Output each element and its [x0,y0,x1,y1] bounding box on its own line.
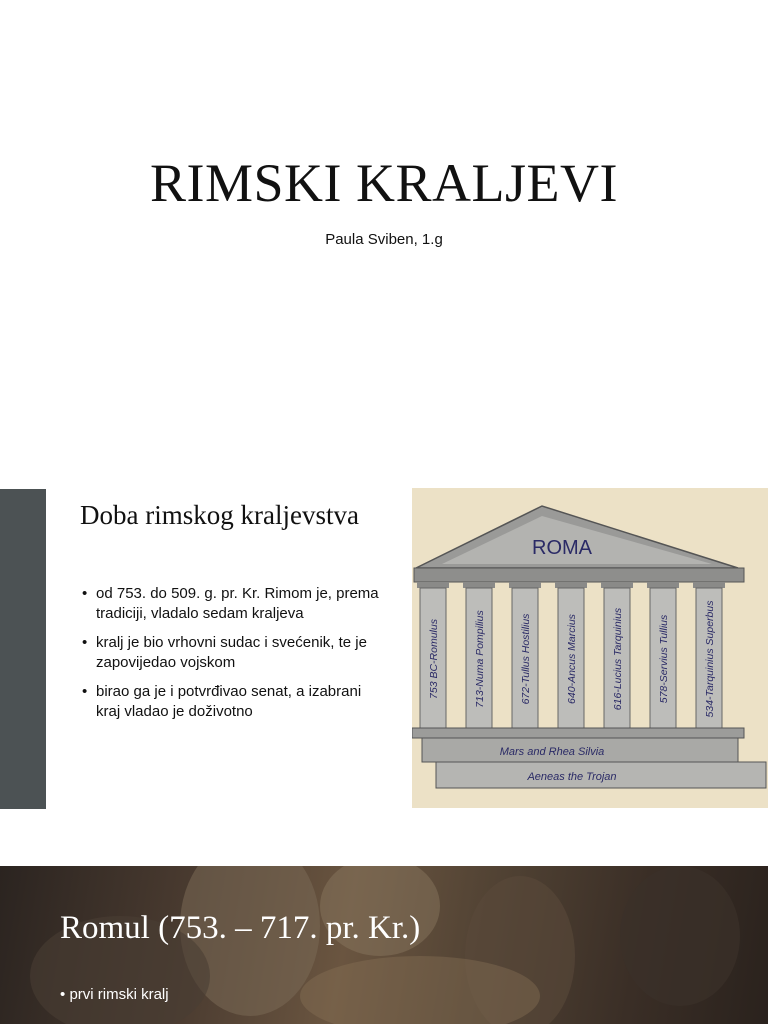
accent-bar [0,489,46,809]
column-capital [417,582,449,588]
bullet-icon: • [60,986,66,1003]
list-item [80,682,380,722]
list-item [60,986,169,1003]
bullet-text: kralj je bio vrhovni sudac i svećenik, te je zapovijedao vojskom [96,634,367,671]
bullet-icon: • [82,683,88,700]
bullet-text: od 753. do 509. g. pr. Kr. Rimom je, prema tradiciji, vladalo sedam kraljeva [96,585,379,622]
slide-subtitle: Paula Sviben, 1.g [325,231,443,248]
slide-heading: Romul (753. – 717. pr. Kr.) [60,910,421,946]
column-label: 753 BC-Romulus [428,619,440,699]
bullet-list [80,584,380,731]
column-label: 578-Servius Tullius [658,614,670,704]
temple-drawing [412,488,768,808]
step-label-lower: Aeneas the Trojan [527,771,617,783]
content-slide [0,432,768,864]
column-capital [601,582,633,588]
title-slide [0,0,768,432]
column-label: 616-Lucius Tarquinius [612,607,624,711]
slide-title: RIMSKI KRALJEVI [149,153,618,213]
bullet-text: prvi rimski kralj [69,986,169,1003]
bullet-text: birao ga je i potvrđivao senat, a izabrani kraj vladao je doživotno [96,683,362,720]
step-label-upper: Mars and Rhea Silvia [499,746,605,758]
column-capital [647,582,679,588]
column-label: 672-Tullus Hostilius [520,613,532,705]
temple-illustration [412,488,768,808]
romul-slide [0,866,768,1024]
bullet-icon: • [82,634,88,651]
column-capital [555,582,587,588]
list-item [80,584,380,624]
bullet-icon: • [82,585,88,602]
column-capital [463,582,495,588]
column-label: 640-Ancus Marcius [566,614,578,704]
column-capital [693,582,725,588]
column-label: 713-Numa Pompilius [474,610,486,708]
slide-heading: Doba rimskog kraljevstva [80,500,359,530]
column-capital [509,582,541,588]
column-label: 534-Tarquinius Superbus [704,600,716,718]
pediment-label: ROMA [532,537,592,559]
list-item [80,633,380,673]
